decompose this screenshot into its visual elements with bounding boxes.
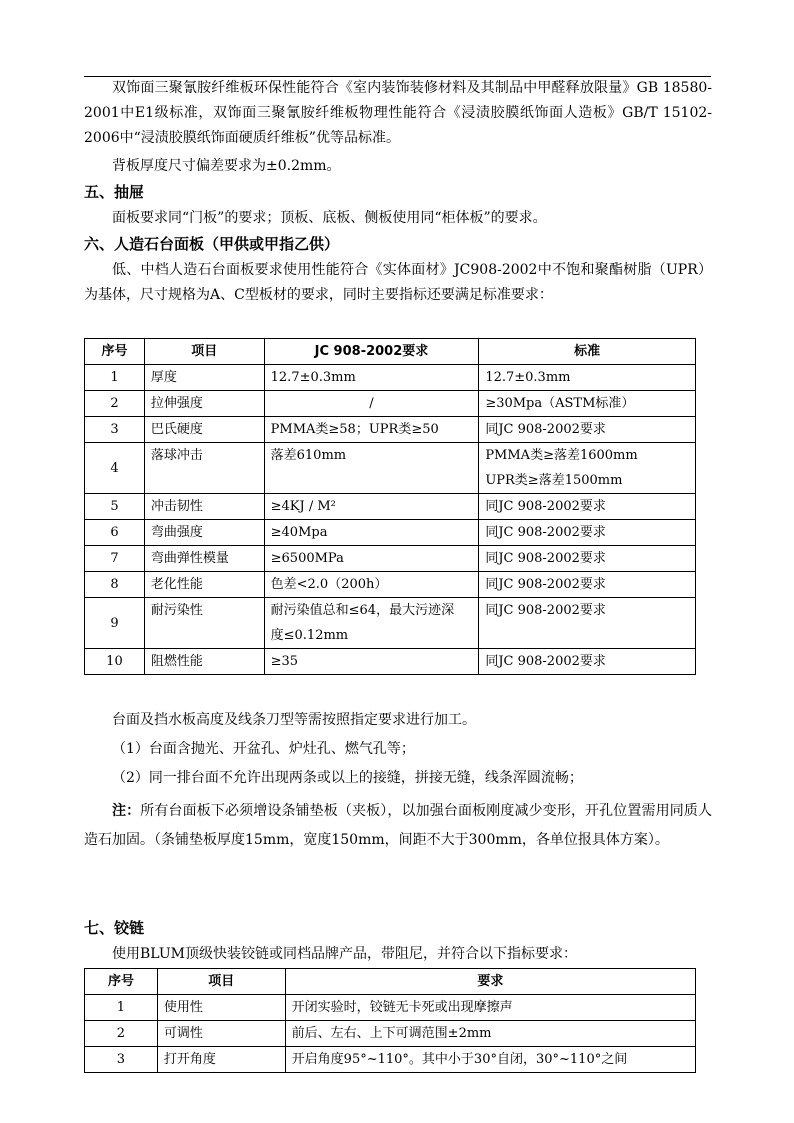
standard-line-2: UPR类≥落差1500mm (485, 473, 623, 488)
row-requirement: 落差610mm (264, 443, 479, 494)
header-requirement: JC 908-2002要求 (264, 339, 479, 365)
table-row (85, 598, 696, 649)
row-item: 冲击韧性 (144, 494, 264, 520)
requirement-line-2: 度≤0.12mm (270, 628, 349, 643)
header-item: 项目 (144, 339, 264, 365)
table-row (85, 1021, 696, 1047)
row-requirement: ≥6500MPa (264, 546, 479, 572)
table-row (85, 494, 696, 520)
row-no: 10 (85, 649, 145, 675)
row-item: 使用性 (157, 995, 285, 1021)
row-item: 耐污染性 (144, 598, 264, 649)
row-standard-multiline (479, 443, 696, 494)
row-requirement: 色差<2.0（200h） (264, 572, 479, 598)
row-item: 拉伸强度 (144, 391, 264, 417)
list-item-2: （2）同一排台面不允许出现两条或以上的接缝，拼接无缝，线条浑圆流畅； (112, 770, 583, 786)
row-no: 3 (85, 1047, 158, 1073)
row-no: 2 (85, 391, 145, 417)
row-requirement: ≥35 (264, 649, 479, 675)
table-row (85, 417, 696, 443)
countertop-spec-table (84, 338, 696, 675)
header-standard: 标准 (479, 339, 696, 365)
row-item: 厚度 (144, 365, 264, 391)
row-standard: 同JC 908-2002要求 (479, 649, 696, 675)
header-no: 序号 (85, 969, 158, 995)
row-requirement: 前后、左右、上下可调范围±2mm (285, 1021, 695, 1047)
processing-requirement: 台面及挡水板高度及线条刀型等需按照指定要求进行加工。 (112, 712, 476, 728)
row-requirement: 12.7±0.3mm (264, 365, 479, 391)
table-row (85, 520, 696, 546)
row-standard: 同JC 908-2002要求 (479, 546, 696, 572)
row-requirement: 开启角度95°~110°。其中小于30°自闭，30°~110°之间 (285, 1047, 695, 1073)
row-no: 7 (85, 546, 145, 572)
row-item: 阻燃性能 (144, 649, 264, 675)
hinge-spec-table (84, 968, 696, 1073)
row-no: 1 (85, 365, 145, 391)
table-row (85, 546, 696, 572)
row-standard: 同JC 908-2002要求 (479, 494, 696, 520)
row-item: 弯曲弹性模量 (144, 546, 264, 572)
row-requirement-multiline (264, 598, 479, 649)
table-row (85, 572, 696, 598)
row-standard: 同JC 908-2002要求 (479, 598, 696, 649)
row-requirement: PMMA类≥58；UPR类≥50 (264, 417, 479, 443)
section-5-heading: 五、抽屉 (84, 183, 145, 201)
note-label: 注： (112, 803, 141, 819)
row-no: 6 (85, 520, 145, 546)
standard-line-1: PMMA类≥落差1600mm (485, 448, 638, 463)
section-6-heading: 六、人造石台面板（甲供或甲指乙供） (84, 235, 340, 253)
row-requirement: / (264, 391, 479, 417)
list-item-1: （1）台面含抛光、开盆孔、炉灶孔、燃气孔等； (112, 741, 415, 757)
table-row (85, 443, 696, 494)
row-standard: 同JC 908-2002要求 (479, 572, 696, 598)
row-item: 巴氏硬度 (144, 417, 264, 443)
header-requirement: 要求 (285, 969, 695, 995)
row-no: 2 (85, 1021, 158, 1047)
row-standard: 12.7±0.3mm (479, 365, 696, 391)
row-requirement: ≥40Mpa (264, 520, 479, 546)
header-no: 序号 (85, 339, 145, 365)
row-no: 5 (85, 494, 145, 520)
row-no: 8 (85, 572, 145, 598)
row-item: 老化性能 (144, 572, 264, 598)
table-header-row (85, 969, 696, 995)
table-row (85, 995, 696, 1021)
table-row (85, 649, 696, 675)
table-row (85, 391, 696, 417)
row-no: 3 (85, 417, 145, 443)
table-row (85, 365, 696, 391)
row-standard: ≥30Mpa（ASTM标准） (479, 391, 696, 417)
row-standard: 同JC 908-2002要求 (479, 520, 696, 546)
note-text: 所有台面板下必须增设条铺垫板（夹板），以加强台面板刚度减少变形，开孔位置需用同质人造石加固。（条铺垫板厚度15mm，宽度150mm，间距不大于300mm，各单位报具体方案）。 (84, 803, 713, 848)
table-row (85, 1047, 696, 1073)
row-item: 打开角度 (157, 1047, 285, 1073)
intro-paragraph: 双饰面三聚氰胺纤维板环保性能符合《室内装饰装修材料及其制品中甲醛释放限量》GB 18580-2001中E1级标准，双饰面三聚氰胺纤维板物理性能符合《浸渍胶膜纸饰面人造板》GB/T 15102-2006中“浸渍胶膜纸饰面硬质纤维板”优等品标准。 (84, 80, 712, 146)
header-item: 项目 (157, 969, 285, 995)
note-paragraph (84, 797, 712, 855)
row-item: 落球冲击 (144, 443, 264, 494)
row-item: 可调性 (157, 1021, 285, 1047)
row-requirement: ≥4KJ / M² (264, 494, 479, 520)
back-panel-tolerance: 背板厚度尺寸偏差要求为±0.2mm。 (112, 158, 341, 174)
row-item: 弯曲强度 (144, 520, 264, 546)
table-header-row (85, 339, 696, 365)
section-7-heading: 七、铰链 (84, 919, 145, 937)
section-6-text: 低、中档人造石台面板要求使用性能符合《实体面材》JC908-2002中不饱和聚酯树脂（UPR）为基体，尺寸规格为A、C型板材的要求，同时主要指标还要满足标准要求： (84, 262, 712, 303)
row-no: 1 (85, 995, 158, 1021)
section-7-text: 使用BLUM顶级快装铰链或同档品牌产品，带阻尼，并符合以下指标要求： (112, 946, 577, 962)
row-requirement: 开闭实验时，铰链无卡死或出现摩擦声 (285, 995, 695, 1021)
requirement-line-1: 耐污染值总和≤64，最大污迹深 (270, 603, 455, 618)
row-standard: 同JC 908-2002要求 (479, 417, 696, 443)
section-5-text: 面板要求同“门板”的要求；顶板、底板、侧板使用同“柜体板”的要求。 (112, 210, 547, 226)
row-no: 4 (85, 443, 145, 494)
row-no: 9 (85, 598, 145, 649)
